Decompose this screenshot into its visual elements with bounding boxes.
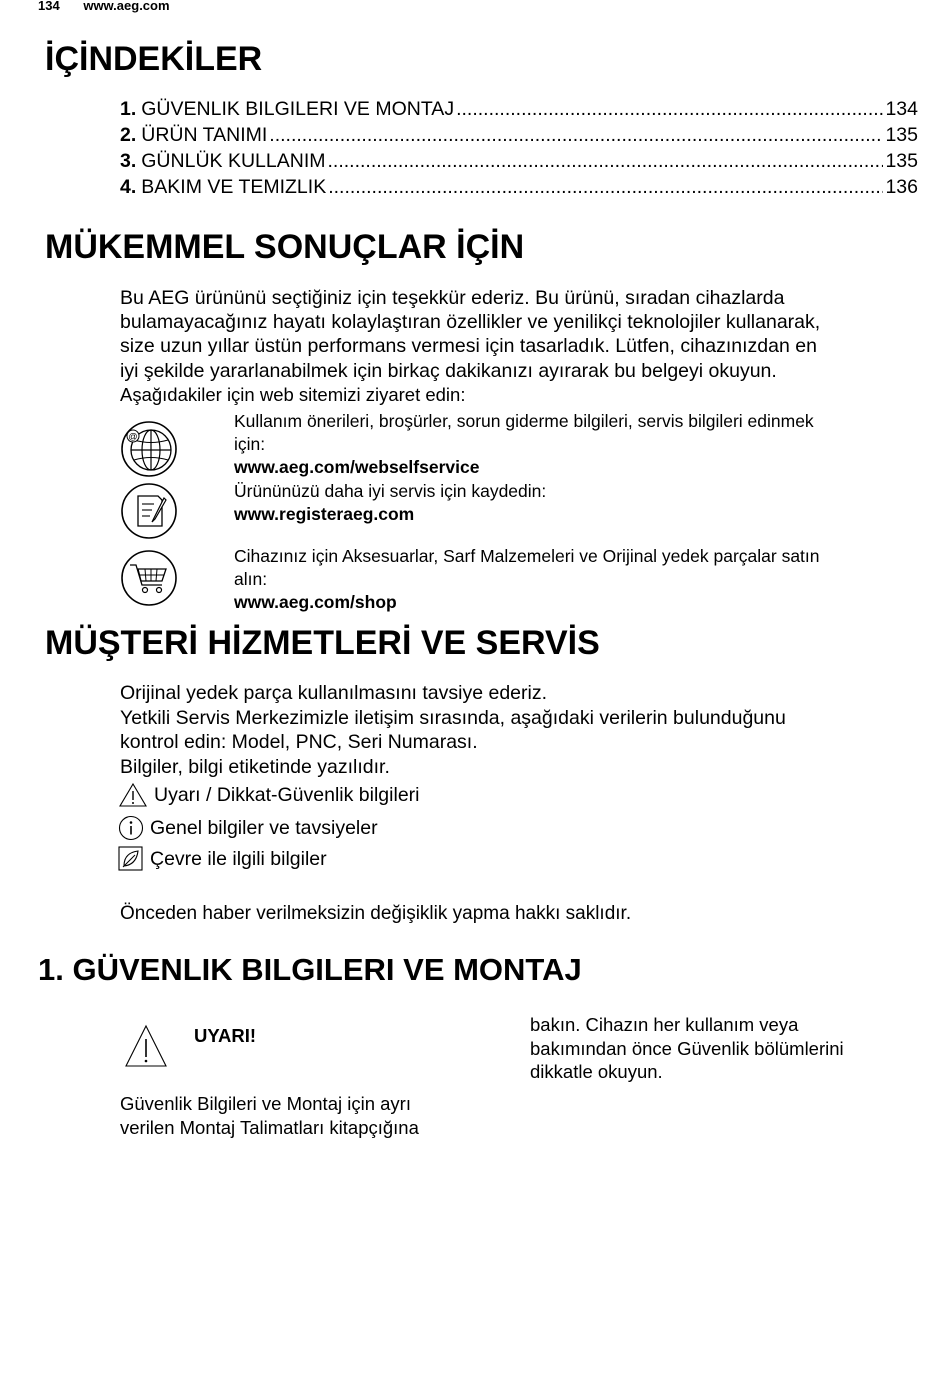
warning-text-right xyxy=(530,1013,910,1084)
page-number: 134 xyxy=(38,0,60,13)
info-text: alın: xyxy=(234,569,268,589)
toc-item-page: 135 xyxy=(885,124,918,146)
legend-label: Uyarı / Dikkat-Güvenlik bilgileri xyxy=(154,783,420,806)
customer-care-title: MÜŞTERİ HİZMETLERİ VE SERVİS xyxy=(45,624,600,662)
legend-label: Çevre ile ilgili bilgiler xyxy=(150,847,327,870)
toc-title: İÇİNDEKİLER xyxy=(45,40,263,78)
warning-line: Güvenlik Bilgileri ve Montaj için ayrı xyxy=(120,1093,411,1114)
toc-item[interactable] xyxy=(120,150,918,176)
toc-item-page: 135 xyxy=(885,150,918,172)
info-text: Ürününüzü daha iyi servis için kaydedin: xyxy=(234,481,547,501)
customer-care-line: Bilgiler, bilgi etiketinde yazılıdır. xyxy=(120,755,390,778)
toc-item-number: 2. xyxy=(120,124,137,146)
toc-item-label: GÜVENLIK BILGILERI VE MONTAJ xyxy=(141,98,455,120)
intro-line: bulamayacağınız hayatı kolaylaştıran özellikler ve yenilikçi teknolojiler kullanarak, xyxy=(120,311,821,334)
warning-line: bakımından önce Güvenlik bölümlerini xyxy=(530,1037,844,1059)
customer-care-paragraph xyxy=(120,681,920,779)
svg-text:@: @ xyxy=(128,431,138,442)
toc-item[interactable] xyxy=(120,124,918,150)
warning-line: dikkatle okuyun. xyxy=(530,1061,663,1082)
customer-care-line: Yetkili Servis Merkezimizle iletişim sırasında, aşağıdaki verilerin bulunduğunu xyxy=(120,706,786,729)
legend-item-environment xyxy=(118,846,327,872)
info-circle-icon xyxy=(118,815,144,841)
toc-item-number: 4. xyxy=(120,176,137,198)
toc-leader-dots xyxy=(456,98,883,121)
intro-line: iyi şekilde yararlanabilmek için birkaç dakikanızı ayırarak bu belgeyi okuyun. xyxy=(120,359,777,382)
globe-icon xyxy=(120,420,178,478)
toc-item[interactable] xyxy=(120,98,918,124)
warning-text-left xyxy=(120,1092,480,1139)
warning-line: verilen Montaj Talimatları kitapçığına xyxy=(120,1116,419,1138)
page-header xyxy=(38,0,170,13)
intro-line: Bu AEG ürününü seçtiğiniz için teşekkür ederiz. Bu ürünü, sıradan cihazlarda xyxy=(120,287,785,309)
warning-line: bakın. Cihazın her kullanım veya xyxy=(530,1014,799,1035)
register-document-icon xyxy=(120,482,178,540)
website-link[interactable]: www.aeg.com xyxy=(83,0,170,13)
toc-item-label: ÜRÜN TANIMI xyxy=(141,124,268,146)
change-notice: Önceden haber verilmeksizin değişiklik yapma hakkı saklıdır. xyxy=(120,903,632,924)
toc-item[interactable] xyxy=(120,176,918,202)
toc-item-number: 3. xyxy=(120,150,137,172)
legend-item-warning xyxy=(118,783,420,807)
warning-triangle-icon xyxy=(124,1024,168,1068)
legend-item-info xyxy=(118,815,378,841)
info-text: için: xyxy=(234,434,266,454)
shop-link[interactable]: www.aeg.com/shop xyxy=(234,592,397,612)
toc-leader-dots xyxy=(269,124,883,147)
visit-text: Aşağıdakiler için web sitemizi ziyaret edin: xyxy=(120,383,466,405)
intro-paragraph xyxy=(120,286,920,407)
table-of-contents xyxy=(120,98,918,202)
registeraeg-link[interactable]: www.registeraeg.com xyxy=(234,504,415,524)
legend-label: Genel bilgiler ve tavsiyeler xyxy=(150,816,378,839)
webselfservice-link[interactable]: www.aeg.com/webselfservice xyxy=(234,457,480,477)
toc-leader-dots xyxy=(327,150,883,173)
best-results-title: MÜKEMMEL SONUÇLAR İÇİN xyxy=(45,228,525,266)
intro-line: size uzun yıllar üstün performans vermesi için tasarladık. Lütfen, cihazınızdan en xyxy=(120,335,817,358)
toc-item-page: 134 xyxy=(885,98,918,120)
customer-care-line: Orijinal yedek parça kullanılmasını tavsiye ederiz. xyxy=(120,682,548,704)
toc-item-page: 136 xyxy=(885,176,918,198)
section-title: 1. GÜVENLIK BILGILERI VE MONTAJ xyxy=(38,952,582,987)
info-text: Cihazınız için Aksesuarlar, Sarf Malzemeleri ve Orijinal yedek parçalar satın xyxy=(234,546,820,566)
shopping-cart-icon xyxy=(120,549,178,607)
info-text: Kullanım önerileri, broşürler, sorun giderme bilgileri, servis bilgileri edinmek xyxy=(234,411,814,431)
toc-item-label: BAKIM VE TEMIZLIK xyxy=(141,176,327,198)
toc-item-number: 1. xyxy=(120,98,137,120)
customer-care-line: kontrol edin: Model, PNC, Seri Numarası. xyxy=(120,731,478,753)
warning-triangle-icon xyxy=(118,783,148,807)
leaf-icon xyxy=(118,846,144,872)
warning-label: UYARI! xyxy=(194,1025,257,1046)
toc-leader-dots xyxy=(328,176,883,199)
toc-item-label: GÜNLÜK KULLANIM xyxy=(141,150,326,172)
